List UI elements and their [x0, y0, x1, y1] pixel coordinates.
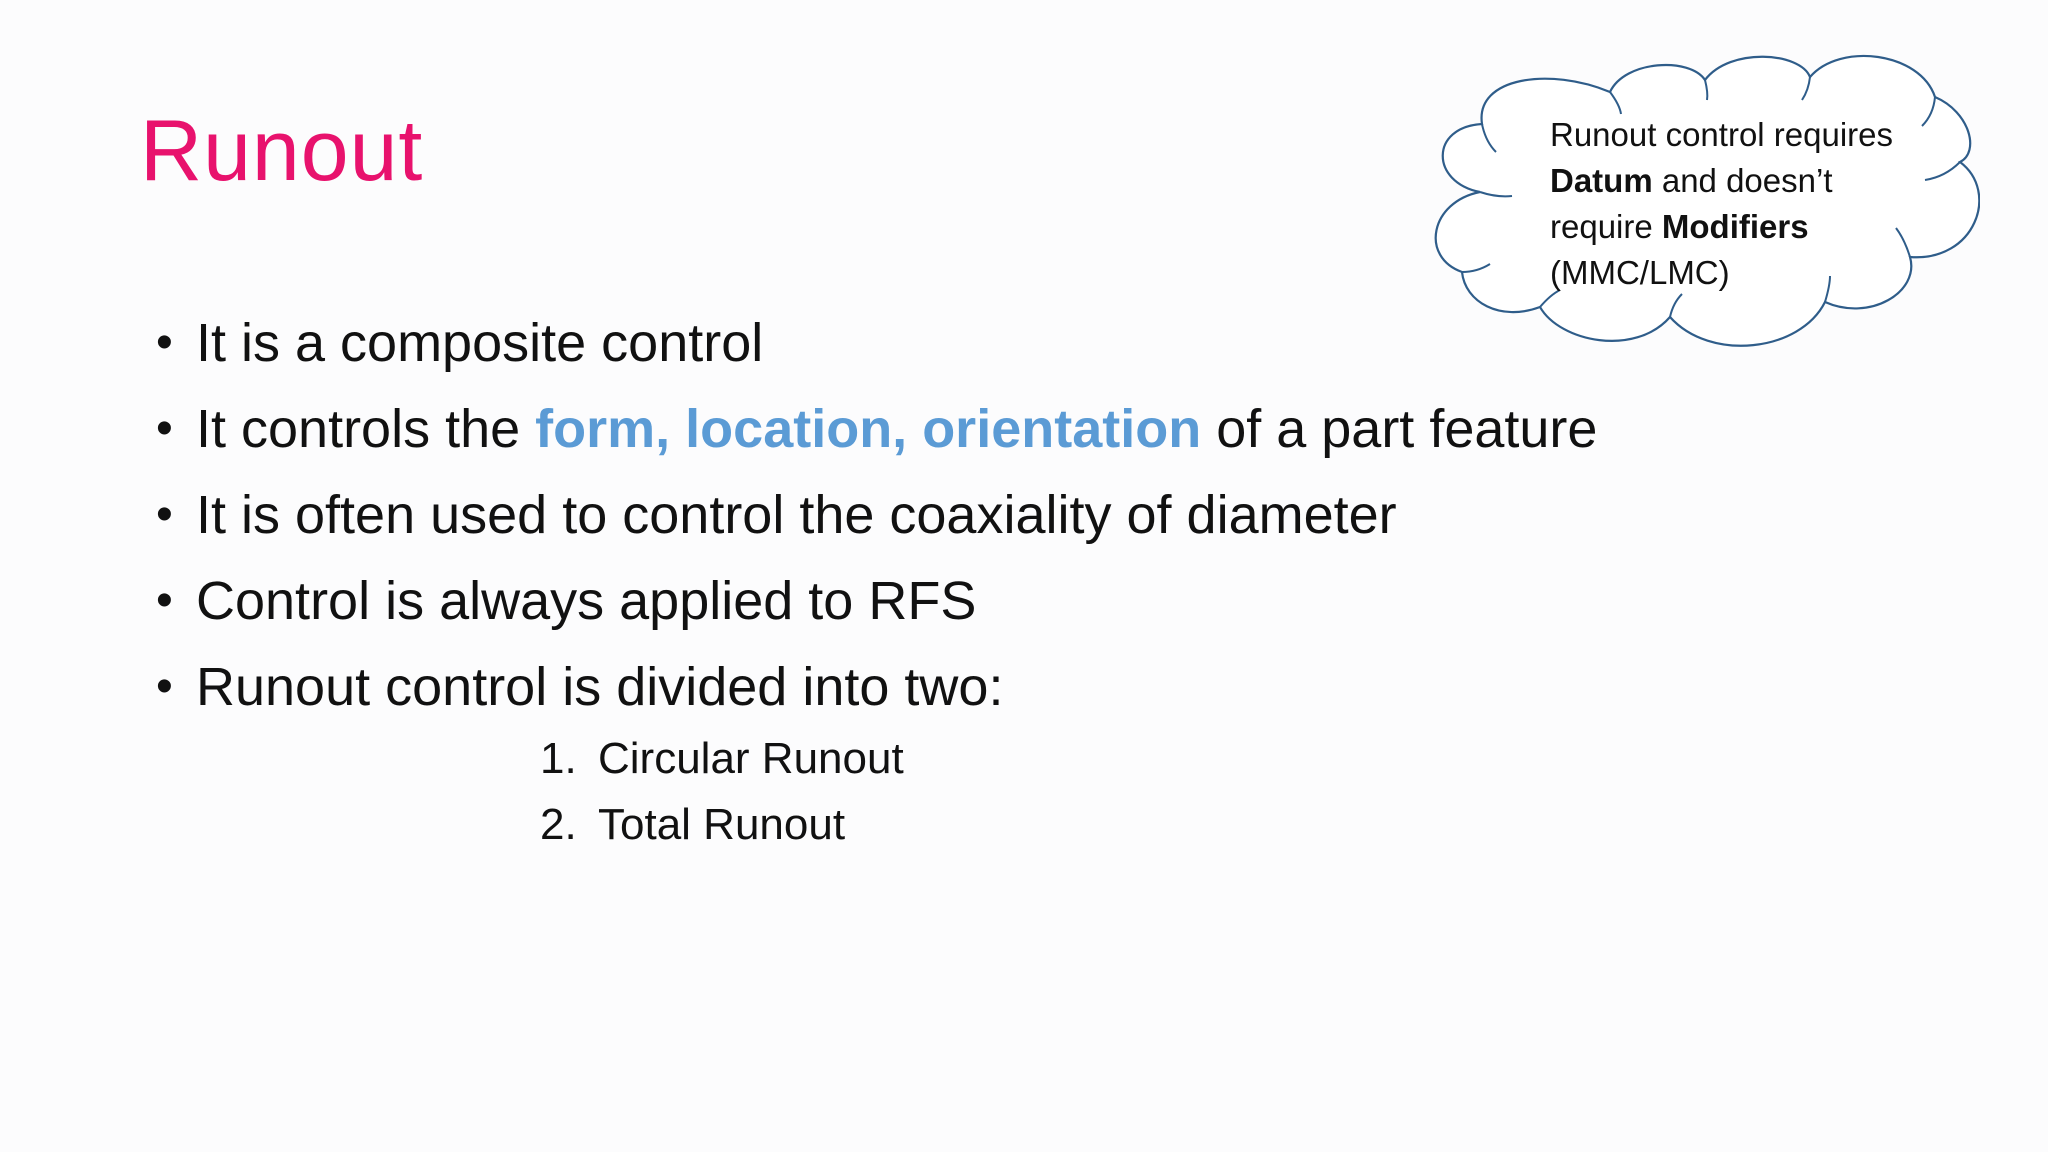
callout-bold-modifiers: Modifiers [1661, 208, 1809, 245]
callout-bold-datum: Datum [1550, 162, 1653, 199]
bullet-list [156, 308, 1597, 738]
bullet-item [156, 394, 1597, 480]
bullet-icon: • [156, 660, 173, 713]
item-text: Circular Runout [598, 734, 904, 783]
bullet-icon: • [156, 402, 173, 455]
cloud-callout [1420, 52, 1980, 362]
item-number: 2. [540, 800, 577, 849]
bullet-highlight: form, location, orientation [535, 399, 1202, 459]
callout-text-part: require [1550, 208, 1662, 245]
numbered-item [540, 794, 904, 860]
bullet-text: It is often used to control the coaxiality of diameter [196, 485, 1397, 545]
callout-line [1550, 204, 1893, 250]
bullet-item [156, 480, 1597, 566]
numbered-list [540, 728, 904, 860]
bullet-text-before: It controls the [196, 399, 536, 459]
item-number: 1. [540, 734, 577, 783]
bullet-text: Control is always applied to RFS [196, 571, 977, 631]
bullet-icon: • [156, 488, 173, 541]
bullet-item [156, 308, 1597, 394]
numbered-item [540, 728, 904, 794]
callout-text-part: and doesn’t [1652, 162, 1833, 199]
bullet-text: Runout control is divided into two: [196, 657, 1004, 717]
bullet-text: It is a composite control [196, 313, 764, 373]
bullet-icon: • [156, 574, 173, 627]
callout-line: (MMC/LMC) [1550, 254, 1730, 291]
callout-line: Runout control requires [1550, 116, 1894, 153]
bullet-icon: • [156, 316, 173, 369]
bullet-text-after: of a part feature [1201, 399, 1598, 459]
slide-title: Runout [140, 103, 424, 199]
callout-text [1550, 112, 1893, 296]
bullet-item [156, 652, 1597, 738]
bullet-item [156, 566, 1597, 652]
callout-line [1550, 158, 1893, 204]
item-text: Total Runout [598, 800, 846, 849]
